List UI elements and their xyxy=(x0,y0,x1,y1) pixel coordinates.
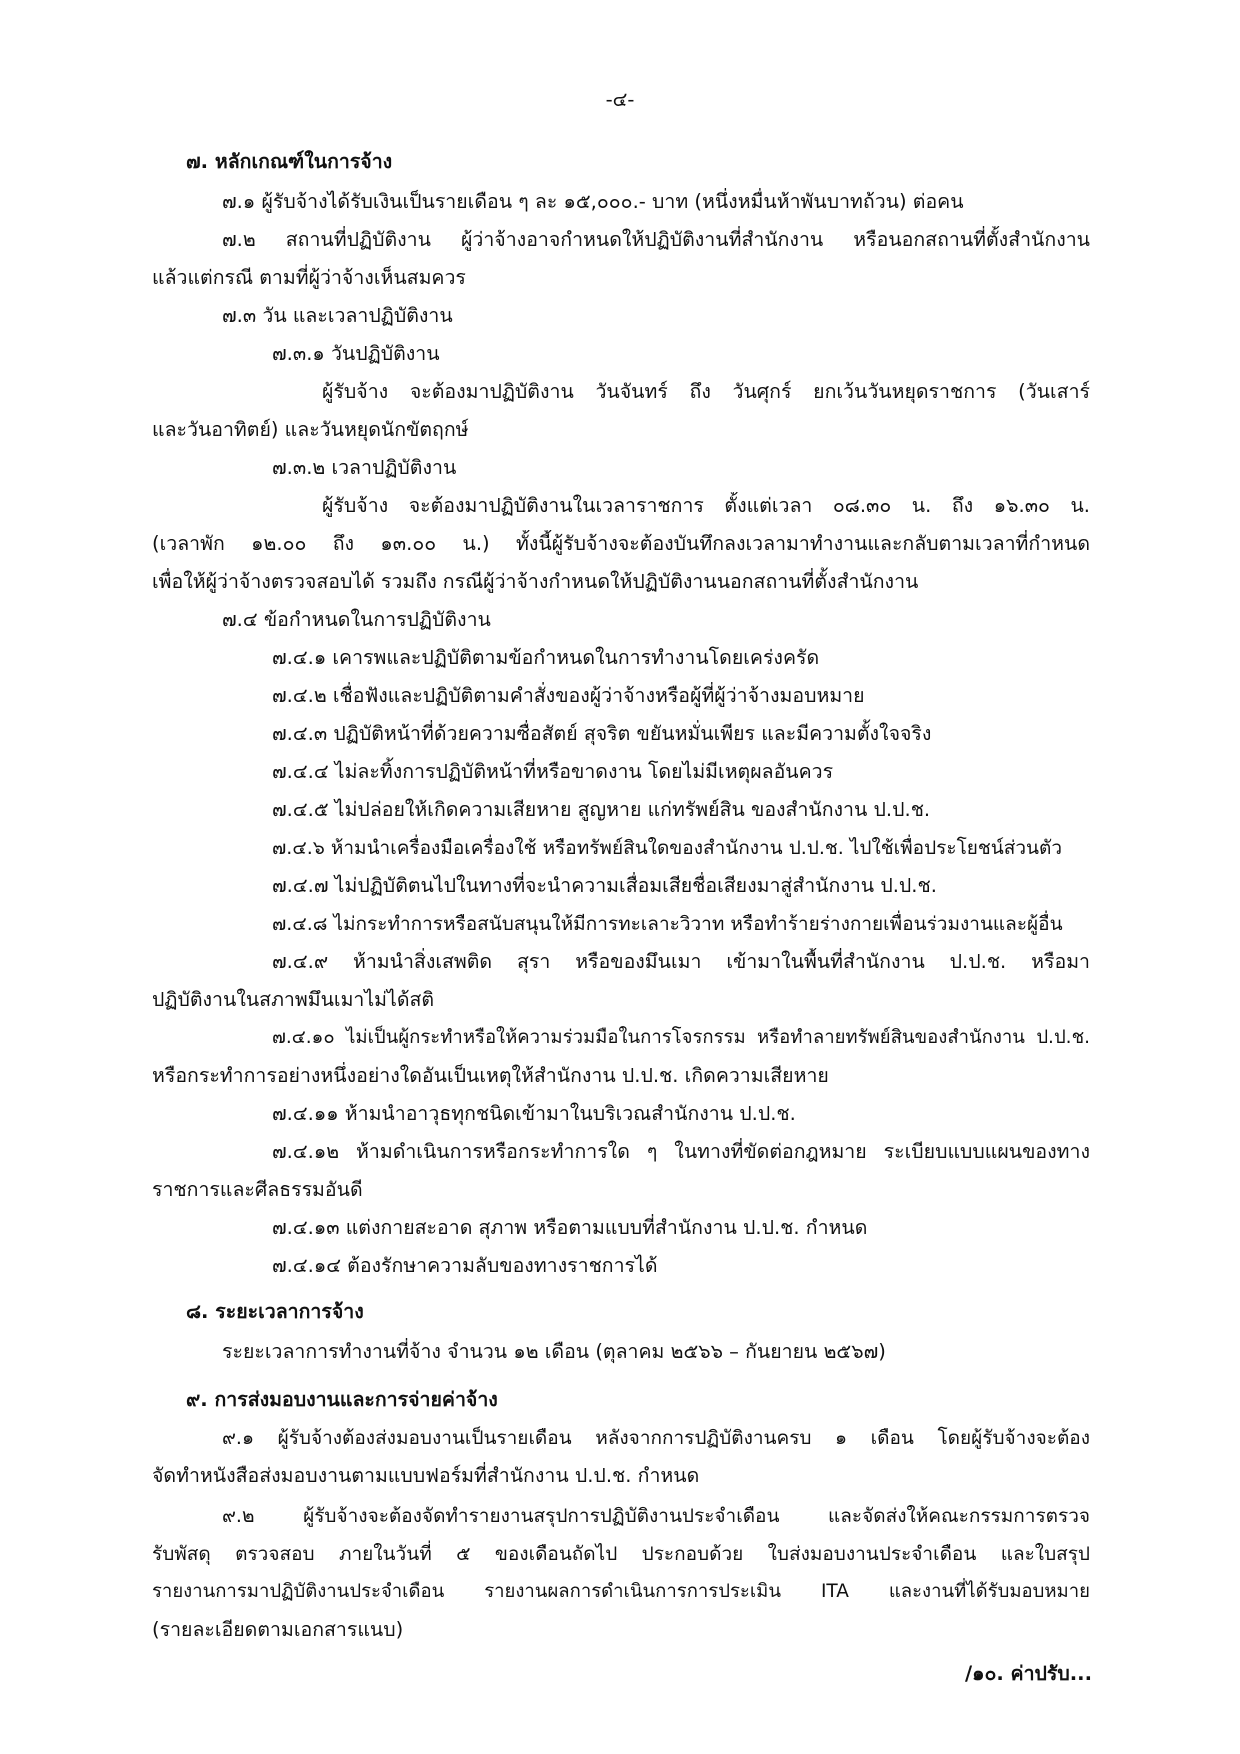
clause-7-4-9-line-1: ๗.๔.๙ ห้ามนำสิ่งเสพติด สุรา หรือของมึนเมา เข้ามาในพื้นที่สำนักงาน ป.ป.ช. หรือมา xyxy=(272,950,1090,973)
section-8-heading: ๘. ระยะเวลาการจ้าง xyxy=(186,1300,364,1323)
clause-9-1-line-1: ๙.๑ ผู้รับจ้างต้องส่งมอบงานเป็นรายเดือน หลังจากการปฏิบัติงานครบ ๑ เดือน โดยผู้รับจ้างจะต้อง xyxy=(222,1427,1090,1449)
clause-7-4-9-line-2: ปฏิบัติงานในสภาพมึนเมาไม่ได้สติ xyxy=(152,988,435,1011)
clause-7-4-12-line-1: ๗.๔.๑๒ ห้ามดำเนินการหรือกระทำการใด ๆ ในทางที่ขัดต่อกฎหมาย ระเบียบแบบแผนของทาง xyxy=(272,1140,1090,1163)
clause-7-4-10-line-1: ๗.๔.๑๐ ไม่เป็นผู้กระทำหรือให้ความร่วมมือในการโจรกรรม หรือทำลายทรัพย์สินของสำนักงาน ป.ป.ช. xyxy=(272,1027,1090,1048)
clause-7-3-1: ๗.๓.๑ วันปฏิบัติงาน xyxy=(272,342,440,365)
clause-7-3: ๗.๓ วัน และเวลาปฏิบัติงาน xyxy=(222,304,453,327)
clause-7-2-line-2: แล้วแต่กรณี ตามที่ผู้ว่าจ้างเห็นสมควร xyxy=(152,266,466,289)
clause-7-3-1-text-line-2: และวันอาทิตย์) และวันหยุดนักขัตฤกษ์ xyxy=(152,418,469,441)
clause-7-1: ๗.๑ ผู้รับจ้างได้รับเงินเป็นรายเดือน ๆ ละ ๑๕,๐๐๐.- บาท (หนึ่งหมื่นห้าพันบาทถ้วน) ต่อคน xyxy=(222,190,964,213)
clause-7-4-7: ๗.๔.๗ ไม่ปฏิบัติตนไปในทางที่จะนำความเสื่อมเสียชื่อเสียงมาสู่สำนักงาน ป.ป.ช. xyxy=(272,874,937,897)
clause-7-4-8: ๗.๔.๘ ไม่กระทำการหรือสนับสนุนให้มีการทะเลาะวิวาท หรือทำร้ายร่างกายเพื่อนร่วมงานและผู้อื่น xyxy=(272,913,1063,935)
clause-7-3-2-text-line-3: เพื่อให้ผู้ว่าจ้างตรวจสอบได้ รวมถึง กรณีผู้ว่าจ้างกำหนดให้ปฏิบัติงานนอกสถานที่ตั้งสำนักงาน xyxy=(152,570,919,593)
section-9-heading: ๙. การส่งมอบงานและการจ่ายค่าจ้าง xyxy=(186,1388,498,1411)
clause-7-4-3: ๗.๔.๓ ปฏิบัติหน้าที่ด้วยความซื่อสัตย์ สุจริต ขยันหมั่นเพียร และมีความตั้งใจจริง xyxy=(272,722,932,745)
clause-7-3-2-text-line-2: (เวลาพัก ๑๒.๐๐ ถึง ๑๓.๐๐ น.) ทั้งนี้ผู้รับจ้างจะต้องบันทึกลงเวลามาทำงานและกลับตามเวลาที่กำหนด xyxy=(152,532,1090,555)
clause-7-4-12-line-2: ราชการและศีลธรรมอันดี xyxy=(152,1178,363,1201)
clause-7-3-1-text-line-1: ผู้รับจ้าง จะต้องมาปฏิบัติงาน วันจันทร์ ถึง วันศุกร์ ยกเว้นวันหยุดราชการ (วันเสาร์ xyxy=(322,380,1090,403)
clause-7-4-4: ๗.๔.๔ ไม่ละทิ้งการปฏิบัติหน้าที่หรือขาดงาน โดยไม่มีเหตุผลอันควร xyxy=(272,760,834,783)
clause-7-4-14: ๗.๔.๑๔ ต้องรักษาความลับของทางราชการได้ xyxy=(272,1254,658,1277)
clause-9-1-line-2: จัดทำหนังสือส่งมอบงานตามแบบฟอร์มที่สำนักงาน ป.ป.ช. กำหนด xyxy=(152,1464,700,1487)
clause-9-2-line-1: ๙.๒ ผู้รับจ้างจะต้องจัดทำรายงานสรุปการปฏิบัติงานประจำเดือน และจัดส่งให้คณะกรรมการตรวจ xyxy=(222,1505,1090,1527)
clause-7-4-1: ๗.๔.๑ เคารพและปฏิบัติตามข้อกำหนดในการทำงานโดยเคร่งครัด xyxy=(272,646,820,669)
clause-7-4-6: ๗.๔.๖ ห้ามนำเครื่องมือเครื่องใช้ หรือทรัพย์สินใดของสำนักงาน ป.ป.ช. ไปใช้เพื่อประโยชน์ส่วนตัว xyxy=(272,837,1063,859)
section-7-heading: ๗. หลักเกณฑ์ในการจ้าง xyxy=(186,150,393,173)
continuation-note: /๑๐. ค่าปรับ... xyxy=(964,1662,1092,1685)
clause-7-2-line-1: ๗.๒ สถานที่ปฏิบัติงาน ผู้ว่าจ้างอาจกำหนดให้ปฏิบัติงานที่สำนักงาน หรือนอกสถานที่ตั้งสำนักงาน xyxy=(222,228,1090,251)
clause-9-2-line-2: รับพัสดุ ตรวจสอบ ภายในวันที่ ๕ ของเดือนถัดไป ประกอบด้วย ใบส่งมอบงานประจำเดือน และใบสรุป xyxy=(152,1543,1090,1565)
clause-9-2-line-3: รายงานการมาปฏิบัติงานประจำเดือน รายงานผลการดำเนินการการประเมิน ITA และงานที่ได้รับมอบหมาย xyxy=(152,1581,1090,1602)
clause-7-4-11: ๗.๔.๑๑ ห้ามนำอาวุธทุกชนิดเข้ามาในบริเวณสำนักงาน ป.ป.ช. xyxy=(272,1102,796,1125)
clause-7-3-2: ๗.๓.๒ เวลาปฏิบัติงาน xyxy=(272,456,457,479)
clause-7-4-2: ๗.๔.๒ เชื่อฟังและปฏิบัติตามคำสั่งของผู้ว่าจ้างหรือผู้ที่ผู้ว่าจ้างมอบหมาย xyxy=(272,684,865,707)
clause-7-3-2-text-line-1: ผู้รับจ้าง จะต้องมาปฏิบัติงานในเวลาราชการ ตั้งแต่เวลา ๐๘.๓๐ น. ถึง ๑๖.๓๐ น. xyxy=(322,494,1090,517)
page-number: -๔- xyxy=(605,88,635,111)
clause-9-2-line-4: (รายละเอียดตามเอกสารแนบ) xyxy=(152,1618,404,1641)
section-8-text: ระยะเวลาการทำงานที่จ้าง จำนวน ๑๒ เดือน (ตุลาคม ๒๕๖๖ – กันยายน ๒๕๖๗) xyxy=(222,1340,886,1363)
clause-7-4-13: ๗.๔.๑๓ แต่งกายสะอาด สุภาพ หรือตามแบบที่สำนักงาน ป.ป.ช. กำหนด xyxy=(272,1216,868,1239)
clause-7-4-10-line-2: หรือกระทำการอย่างหนึ่งอย่างใดอันเป็นเหตุให้สำนักงาน ป.ป.ช. เกิดความเสียหาย xyxy=(152,1064,829,1087)
clause-7-4: ๗.๔ ข้อกำหนดในการปฏิบัติงาน xyxy=(222,608,491,631)
clause-7-4-5: ๗.๔.๕ ไม่ปล่อยให้เกิดความเสียหาย สูญหาย แก่ทรัพย์สิน ของสำนักงาน ป.ป.ช. xyxy=(272,798,931,821)
